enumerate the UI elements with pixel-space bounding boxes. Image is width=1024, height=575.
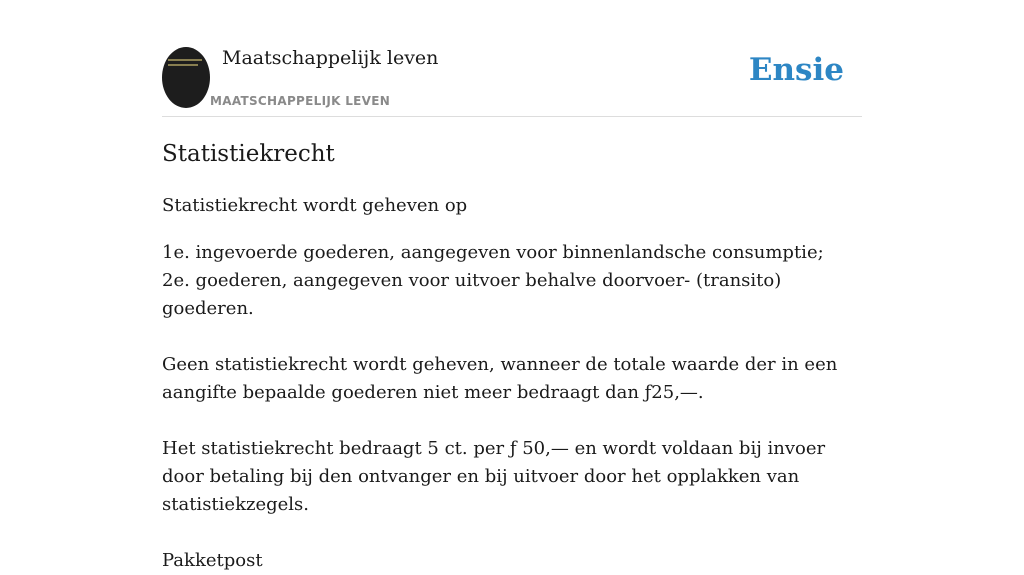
article-title: Statistiekrecht [162, 141, 335, 167]
article-list [162, 239, 862, 323]
page-header [162, 46, 862, 117]
collection-title-link[interactable]: Maatschappelijk leven [222, 47, 439, 69]
collection-avatar[interactable] [162, 47, 210, 108]
list-item-2: 2e. goederen, aangegeven voor uitvoer behalve doorvoer- (transito) goederen. [162, 270, 782, 319]
article-paragraph-3: Het statistiekrecht bedraagt 5 ct. per ƒ 50,— en wordt voldaan bij invoer door betaling bij den ontvanger en bij uitvoer door het opplakken van statistiekzegels. [162, 438, 826, 515]
list-item-1: 1e. ingevoerde goederen, aangegeven voor binnenlandsche consumptie; [162, 242, 824, 263]
article-content [162, 138, 862, 575]
article-intro: Statistiekrecht wordt geheven op [162, 195, 468, 216]
ensie-logo-link[interactable]: Ensie [748, 52, 844, 88]
article-paragraph-2: Geen statistiekrecht wordt geheven, wanneer de totale waarde der in een aangifte bepaalde goederen niet meer bedraagt dan ƒ25,—. [162, 354, 838, 403]
article-subheading: Pakketpost [162, 550, 263, 571]
collection-subtitle: MAATSCHAPPELIJK LEVEN [210, 94, 391, 108]
